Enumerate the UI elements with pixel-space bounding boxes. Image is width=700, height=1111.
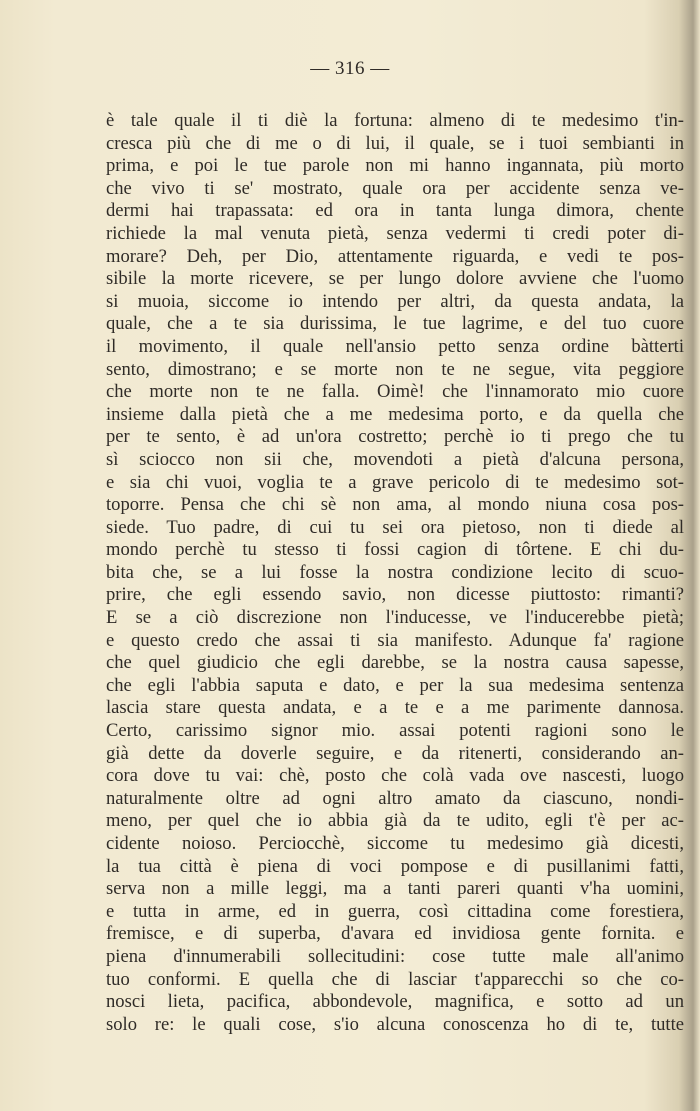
text-line: solo re: le quali cose, s'io alcuna conoscenza ho di te, tutte xyxy=(106,1013,684,1035)
text-line: E se a ciò discrezione non l'inducesse, ve l'inducerebbe pietà; xyxy=(106,607,684,629)
page-number: — 316 — xyxy=(310,58,390,79)
text-line: si muoia, siccome io intendo per altri, da questa andata, la xyxy=(106,290,684,312)
text-line: che egli l'abbia saputa e dato, e per la sua medesima sentenza xyxy=(106,674,684,696)
text-line: per te sento, è ad un'ora costretto; perchè io ti prego che tu xyxy=(106,426,684,448)
text-line: siede. Tuo padre, di cui tu sei ora pietoso, non ti diede al xyxy=(106,516,684,538)
text-line: sento, dimostrano; e se morte non te ne segue, vita peggiore xyxy=(106,358,684,380)
text-line: cora dove tu vai: chè, posto che colà vada ove nascesti, luogo xyxy=(106,765,684,787)
text-line: tuo conformi. E quella che di lasciar t'apparecchi so che co- xyxy=(106,968,684,990)
text-line: richiede la mal venuta pietà, senza vedermi ti credi poter di- xyxy=(106,222,684,244)
text-line: la tua città è piena di voci pompose e di pusillanimi fatti, xyxy=(106,855,684,877)
text-line: Certo, carissimo signor mio. assai potenti ragioni sono le xyxy=(106,720,684,742)
text-line: cresca più che di me o di lui, il quale, se i tuoi sembianti in xyxy=(106,132,684,154)
text-line: lascia stare questa andata, e a te e a me parimente dannosa. xyxy=(106,697,684,719)
text-line: bita che, se a lui fosse la nostra condizione lecito di scuo- xyxy=(106,561,684,583)
text-line: che quel giudicio che egli darebbe, se la nostra causa sapesse, xyxy=(106,652,684,674)
text-line: già dette da doverle seguire, e da ritenerti, considerando an- xyxy=(106,742,684,764)
text-line: insieme dalla pietà che a me medesima porto, e da quella che xyxy=(106,403,684,425)
text-line: prire, che egli essendo savio, non dicesse piuttosto: rimanti? xyxy=(106,584,684,606)
text-line: morare? Deh, per Dio, attentamente riguarda, e vedi te pos- xyxy=(106,245,684,267)
text-line: che morte non te ne falla. Oimè! che l'innamorato mio cuore xyxy=(106,381,684,403)
text-line: nosci lieta, pacifica, abbondevole, magnifica, e sotto ad un xyxy=(106,991,684,1013)
text-line: il movimento, il quale nell'ansio petto senza ordine bàtterti xyxy=(106,335,684,357)
text-line: che vivo ti se' mostrato, quale ora per accidente senza ve- xyxy=(106,177,684,199)
text-line: fremisce, e di superba, d'avara ed invidiosa gente fornita. e xyxy=(106,923,684,945)
text-line: è tale quale il ti diè la fortuna: almeno di te medesimo t'in- xyxy=(106,110,684,131)
text-line: mondo perchè tu stesso ti fossi cagion di tôrtene. E chi du- xyxy=(106,539,684,561)
text-line: prima, e poi le tue parole non mi hanno ingannata, più morto xyxy=(106,155,684,177)
text-line: cidente noioso. Perciocchè, siccome tu medesimo già dicesti, xyxy=(106,833,684,854)
body-text xyxy=(106,110,684,1036)
text-line: serva non a mille leggi, ma a tanti pareri quanti v'ha uomini, xyxy=(106,878,684,900)
text-line: dermi hai trapassata: ed ora in tanta lunga dimora, chente xyxy=(106,200,684,222)
text-line: piena d'innumerabili sollecitudini: cose tutte male all'animo xyxy=(106,945,684,967)
text-line: naturalmente oltre ad ogni altro amato da ciascuno, nondi- xyxy=(106,787,684,809)
text-line: sì sciocco non sii che, movendoti a pietà d'alcuna persona, xyxy=(106,448,684,470)
text-line: sibile la morte ricevere, se per lungo dolore avviene che l'uomo xyxy=(106,268,684,290)
text-line: e sia chi vuoi, voglia te a grave pericolo di te medesimo sot- xyxy=(106,471,684,493)
text-line: quale, che a te sia durissima, le tue lagrime, e del tuo cuore xyxy=(106,313,684,335)
text-line: meno, per quel che io abbia già da te udito, egli t'è per ac- xyxy=(106,810,684,832)
text-line: e tutta in arme, ed in guerra, così cittadina come forestiera, xyxy=(106,900,684,922)
text-line: toporre. Pensa che chi sè non ama, al mondo niuna cosa pos- xyxy=(106,494,684,516)
text-line: e questo credo che assai ti sia manifesto. Adunque fa' ragione xyxy=(106,629,684,651)
